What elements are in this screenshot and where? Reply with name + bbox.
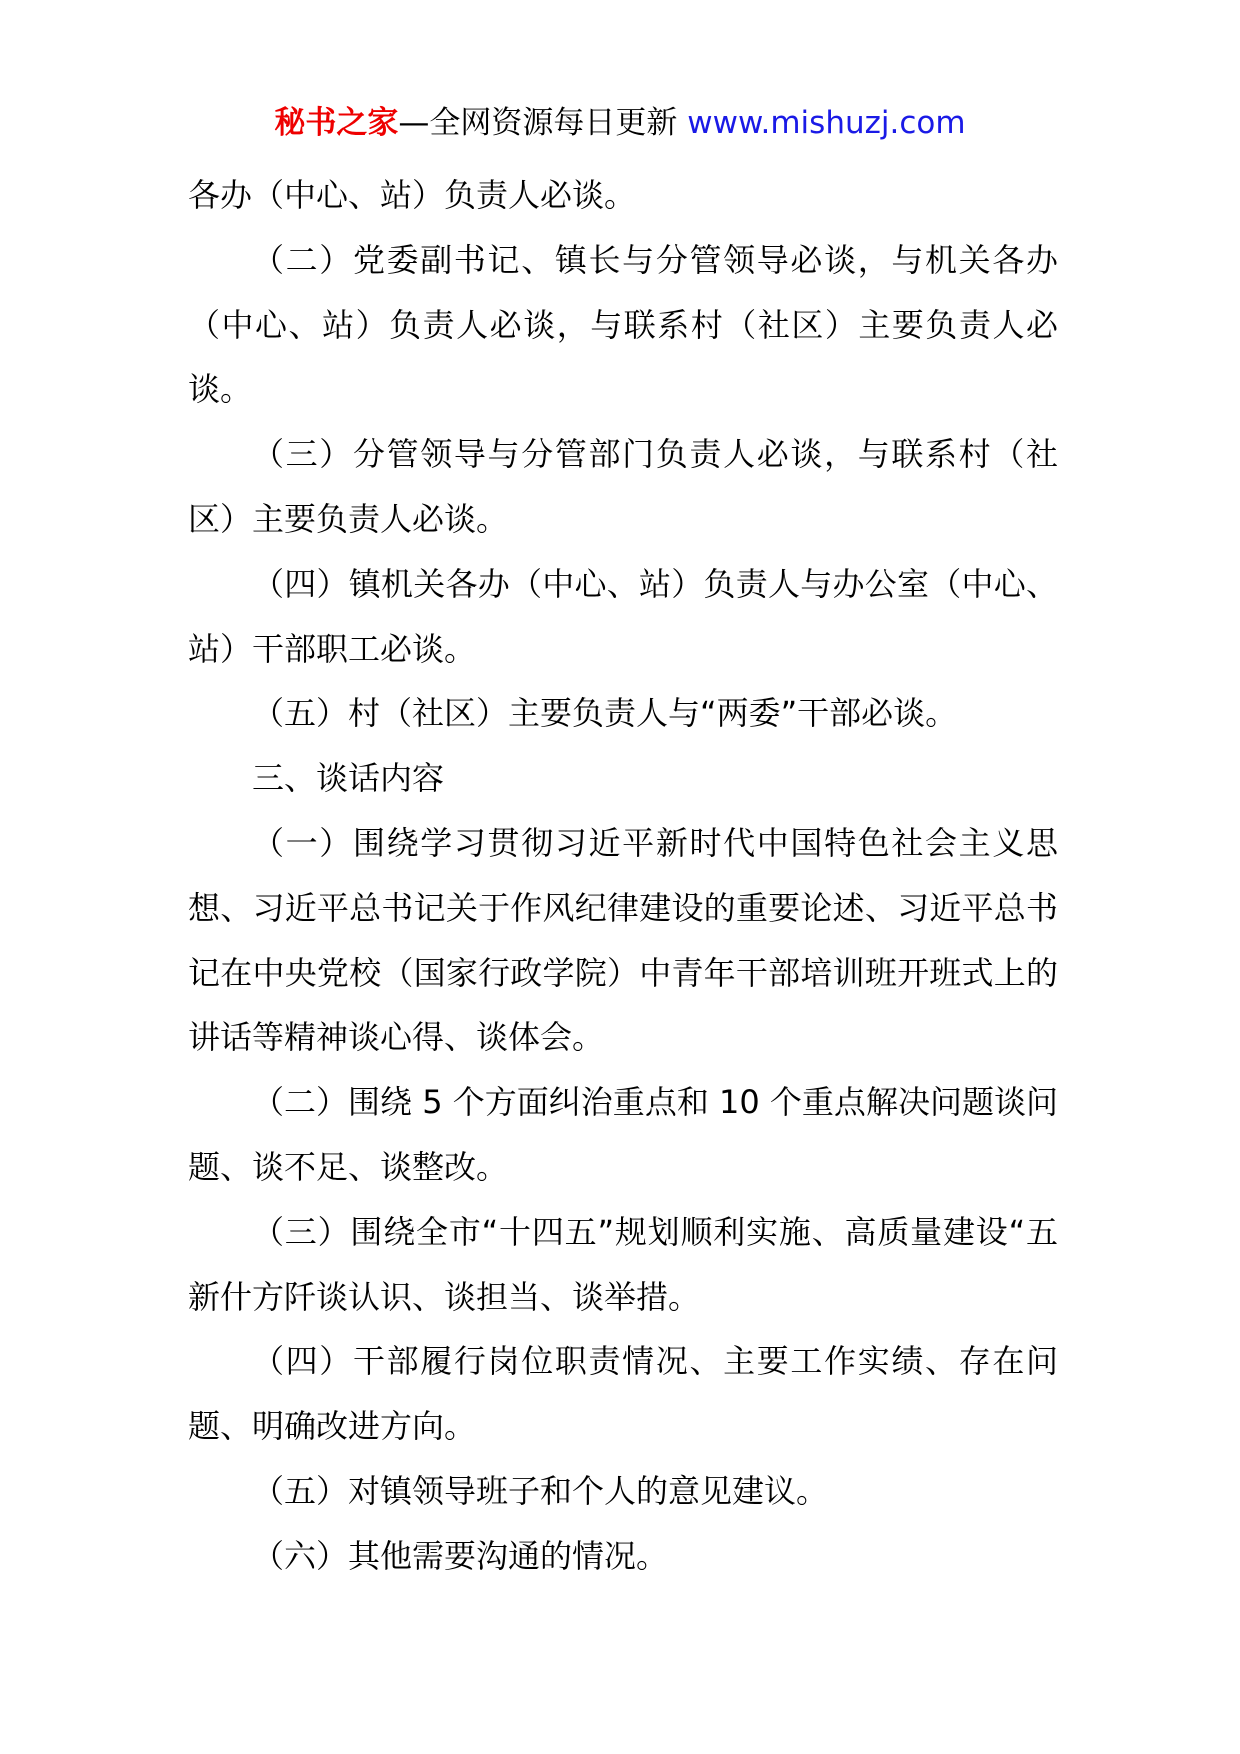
paragraph: （二）围绕 5 个方面纠治重点和 10 个重点解决问题谈问题、谈不足、谈整改。 [188,1083,1058,1186]
paragraph: （四）镇机关各办（中心、站）负责人与办公室（中心、站）干部职工必谈。 [188,564,1058,668]
paragraph: （三）分管领导与分管部门负责人必谈，与联系村（社区）主要负责人必谈。 [188,435,1058,538]
brand-name: 秘书之家 [274,105,399,141]
website-link[interactable]: www.mishuzj.com [687,105,966,141]
paragraph: （二）党委副书记、镇长与分管领导必谈，与机关各办（中心、站）负责人必谈，与联系村（社区）主要负责人必谈。 [188,240,1058,409]
paragraph: （三）围绕全市“十四五”规划顺利实施、高质量建设“五新什方阡谈认识、谈担当、谈举措。 [188,1212,1058,1316]
banner-tagline: —全网资源每日更新 [398,105,688,141]
site-banner [0,100,1240,146]
paragraph: （五）对镇领导班子和个人的意见建议。 [252,1471,829,1510]
paragraph: （一）围绕学习贯彻习近平新时代中国特色社会主义思想、习近平总书记关于作风纪律建设的重要论述、习近平总书记在中央党校（国家行政学院）中青年干部培训班开班式上的讲话等精神谈心得、谈体会。 [188,823,1058,1057]
paragraph: （四）干部履行岗位职责情况、主要工作实绩、存在问题、明确改进方向。 [188,1342,1058,1446]
section-heading: 三、谈话内容 [252,759,445,798]
paragraph: （六）其他需要沟通的情况。 [252,1536,669,1575]
paragraph: 各办（中心、站）负责人必谈。 [188,176,637,214]
document-body [188,163,1058,1589]
paragraph: （五）村（社区）主要负责人与“两委”干部必谈。 [252,694,958,733]
